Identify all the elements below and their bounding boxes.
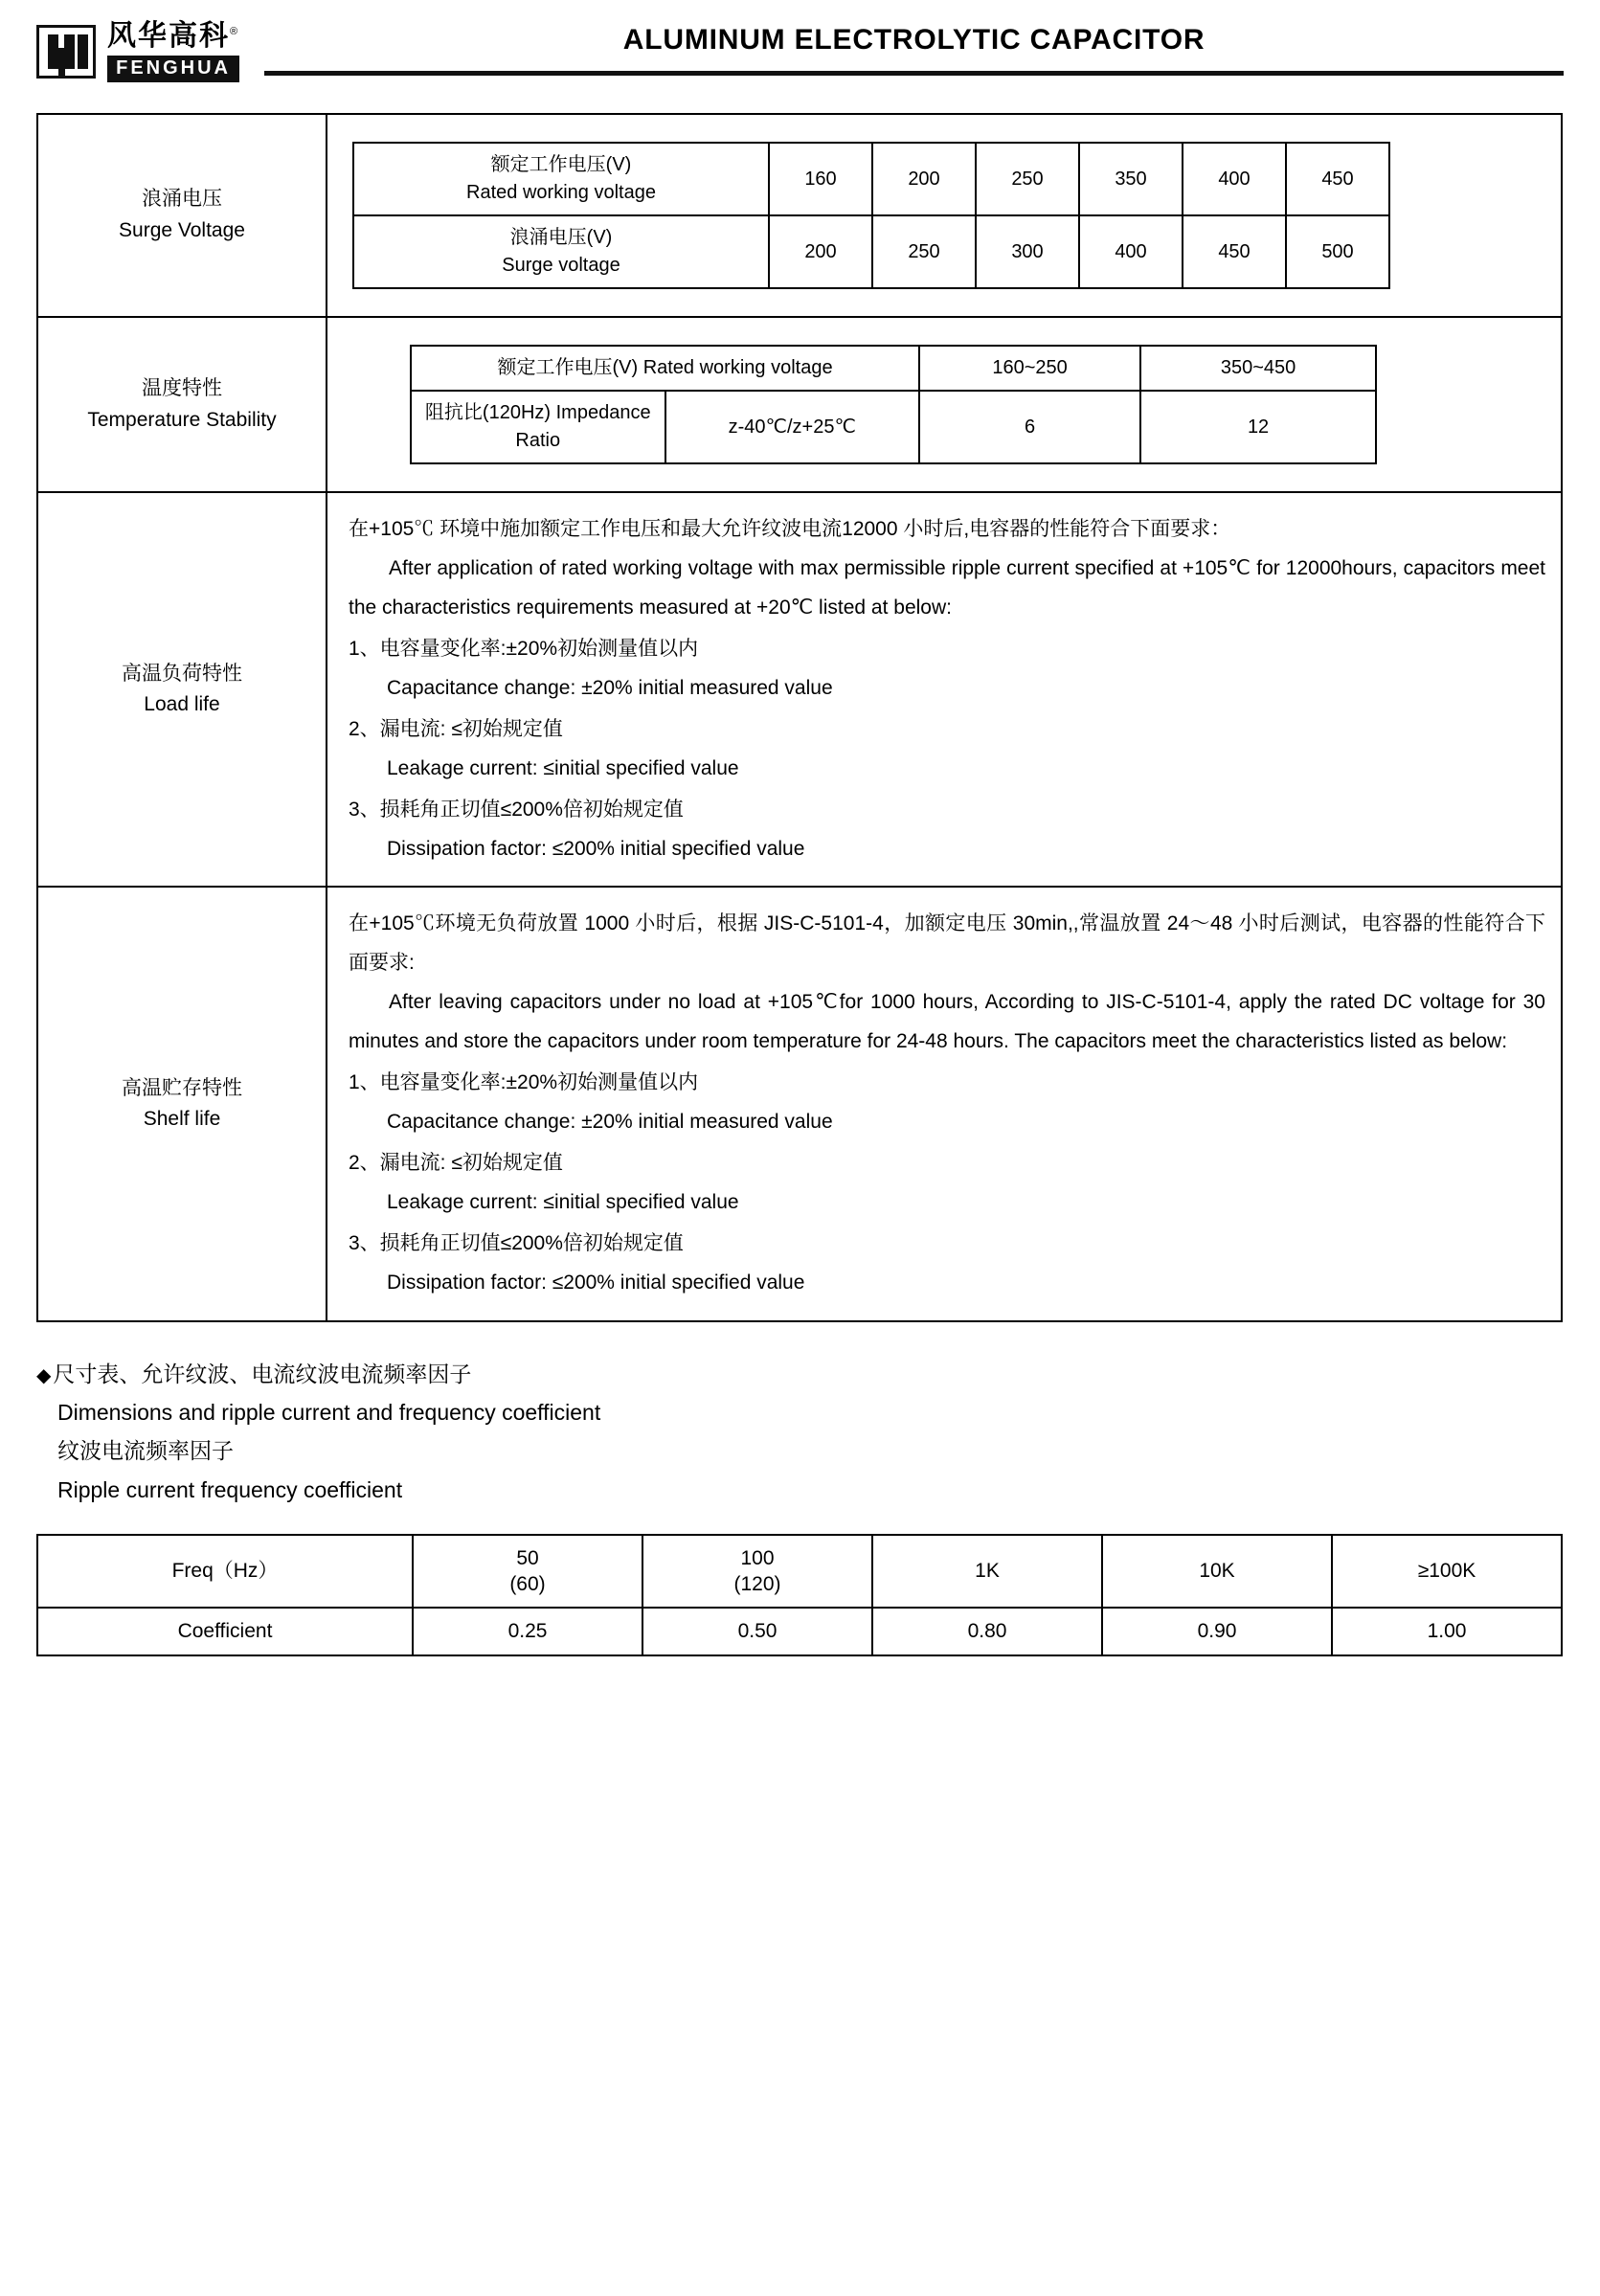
table-row xyxy=(411,391,1376,463)
fenghua-logo-icon xyxy=(36,25,96,79)
logo-english-name: FENGHUA xyxy=(107,56,239,82)
surge-rated-voltage-header-en: Rated working voltage xyxy=(466,182,656,203)
row-content-surge-voltage xyxy=(327,114,1562,317)
specification-table xyxy=(36,113,1563,1322)
surge-voltage-header xyxy=(353,215,769,288)
load-life-item-1-cn: 1、电容量变化率:±20%初始测量值以内 xyxy=(349,637,699,660)
impedance-ratio-header xyxy=(411,391,665,463)
shelf-life-item-3-cn: 3、损耗角正切值≤200%倍初始规定值 xyxy=(349,1231,684,1254)
load-life-item-3-cn: 3、损耗角正切值≤200%倍初始规定值 xyxy=(349,798,684,821)
surge-voltage-header-en: Surge voltage xyxy=(502,255,620,276)
shelf-life-item-2-en: Leakage current: ≤initial specified value xyxy=(387,1191,739,1213)
surge-rated-value: 160 xyxy=(769,143,872,215)
impedance-ratio-condition: z-40℃/z+25℃ xyxy=(665,391,920,463)
row-label-en: Shelf life xyxy=(143,1108,221,1131)
section-heading-line-1 xyxy=(36,1355,1564,1393)
coefficient-row-label: Coefficient xyxy=(37,1608,413,1654)
frequency-value-bottom: (120) xyxy=(733,1573,781,1596)
frequency-value: 10K xyxy=(1102,1535,1332,1609)
row-label-en: Surge Voltage xyxy=(119,219,245,241)
shelf-life-line-en: After leaving capacitors under no load at +105℃for 1000 hours, According to JIS-C-5101-4, apply the rated DC voltage for 30 minutes and store the capacitors under room temperature for 24-48 hours. The capacitors meet the characteristics listed as below: xyxy=(349,991,1545,1053)
logo-text xyxy=(107,21,239,81)
row-label-load-life xyxy=(37,492,327,887)
registered-trademark-icon: ® xyxy=(230,26,240,38)
temperature-inner-table xyxy=(410,345,1377,464)
load-life-item-1-en: Capacitance change: ±20% initial measured value xyxy=(387,676,833,699)
surge-rated-value: 400 xyxy=(1183,143,1286,215)
coefficient-value: 1.00 xyxy=(1332,1608,1562,1654)
frequency-coefficient-table xyxy=(36,1534,1563,1656)
row-label-cn: 浪涌电压 xyxy=(142,188,222,211)
section-heading-line-1-text: 尺寸表、允许纹波、电流纹波电流频率因子 xyxy=(53,1361,472,1386)
surge-voltage-header-cn: 浪涌电压(V) xyxy=(509,227,613,248)
surge-rated-value: 200 xyxy=(872,143,976,215)
page-title: ALUMINUM ELECTROLYTIC CAPACITOR xyxy=(622,24,1206,56)
section-heading-line-4: Ripple current frequency coefficient xyxy=(57,1476,403,1502)
surge-voltage-value: 450 xyxy=(1183,215,1286,288)
section-heading-line-2: Dimensions and ripple current and frequency coefficient xyxy=(57,1400,601,1426)
temp-rated-voltage-header xyxy=(411,346,919,391)
row-label-cn: 高温负荷特性 xyxy=(122,662,242,685)
row-content-shelf-life xyxy=(327,887,1562,1320)
coefficient-value: 0.50 xyxy=(642,1608,872,1654)
frequency-value-top: 100 xyxy=(740,1546,775,1569)
frequency-value-top: 50 xyxy=(516,1546,539,1569)
frequency-value: ≥100K xyxy=(1332,1535,1562,1609)
row-label-temperature-stability xyxy=(37,317,327,492)
frequency-value-bottom: (60) xyxy=(509,1573,546,1596)
page-header xyxy=(36,0,1564,82)
row-label-en: Temperature Stability xyxy=(87,408,277,431)
row-label-cn: 高温贮存特性 xyxy=(122,1076,242,1099)
coefficient-value: 0.90 xyxy=(1102,1608,1332,1654)
table-row-load-life xyxy=(37,492,1562,887)
section-heading-line-3: 纹波电流频率因子 xyxy=(57,1438,234,1464)
row-content-temperature-stability xyxy=(327,317,1562,492)
surge-voltage-value: 200 xyxy=(769,215,872,288)
load-life-text xyxy=(349,510,1545,868)
header-title-wrap xyxy=(264,20,1564,83)
table-row xyxy=(353,215,1389,288)
impedance-ratio-header-en: Impedance Ratio xyxy=(515,402,651,451)
temp-voltage-range-1: 160~250 xyxy=(919,346,1140,391)
coefficient-value: 0.80 xyxy=(872,1608,1102,1654)
logo-chinese-text: 风华高科 xyxy=(107,20,230,53)
surge-voltage-value: 300 xyxy=(976,215,1079,288)
impedance-ratio-header-cn: 阻抗比(120Hz) xyxy=(424,402,552,423)
table-row xyxy=(353,143,1389,215)
table-row xyxy=(411,346,1376,391)
load-life-item-3-en: Dissipation factor: ≤200% initial specified value xyxy=(387,837,805,860)
coefficient-value: 0.25 xyxy=(413,1608,642,1654)
impedance-ratio-value-1: 6 xyxy=(919,391,1140,463)
table-row-temperature-stability xyxy=(37,317,1562,492)
temp-rated-voltage-header-en: Rated working voltage xyxy=(642,357,833,378)
frequency-value xyxy=(642,1535,872,1609)
surge-voltage-inner-table xyxy=(352,142,1390,289)
load-life-line-cn: 在+105℃ 环境中施加额定工作电压和最大允许纹波电流12000 小时后,电容器的性能符合下面要求： xyxy=(349,518,1231,540)
frequency-value: 1K xyxy=(872,1535,1102,1609)
shelf-life-item-3-en: Dissipation factor: ≤200% initial specified value xyxy=(387,1271,805,1294)
surge-voltage-value: 400 xyxy=(1079,215,1183,288)
surge-rated-voltage-header xyxy=(353,143,769,215)
load-life-item-2-en: Leakage current: ≤initial specified value xyxy=(387,756,739,779)
shelf-life-item-1-en: Capacitance change: ±20% initial measured value xyxy=(387,1111,833,1134)
diamond-bullet-icon: ◆ xyxy=(36,1364,52,1386)
section-heading xyxy=(36,1355,1564,1509)
shelf-life-line-cn: 在+105℃环境无负荷放置 1000 小时后，根据 JIS-C-5101-4，加额定电压 30min,,常温放置 24～48 小时后测试，电容器的性能符合下面要求: xyxy=(349,912,1545,975)
table-row-shelf-life xyxy=(37,887,1562,1320)
header-divider xyxy=(264,71,1564,76)
row-label-en: Load life xyxy=(144,693,220,716)
row-label-cn: 温度特性 xyxy=(142,376,222,399)
impedance-ratio-value-2: 12 xyxy=(1140,391,1376,463)
row-label-shelf-life xyxy=(37,887,327,1320)
shelf-life-item-2-cn: 2、漏电流: ≤初始规定值 xyxy=(349,1152,563,1175)
table-row-surge-voltage xyxy=(37,114,1562,317)
surge-voltage-value: 250 xyxy=(872,215,976,288)
surge-rated-value: 350 xyxy=(1079,143,1183,215)
frequency-value xyxy=(413,1535,642,1609)
logo-chinese-name xyxy=(107,21,239,52)
company-logo xyxy=(36,21,239,81)
load-life-line-en: After application of rated working voltage with max permissible ripple current specified at +105℃ for 12000hours, capacitors meet the characteristics requirements measured at +20℃ listed at below: xyxy=(349,556,1545,619)
table-row-frequency xyxy=(37,1535,1562,1609)
surge-rated-value: 250 xyxy=(976,143,1079,215)
temp-rated-voltage-header-cn: 额定工作电压(V) xyxy=(497,357,639,378)
shelf-life-item-1-cn: 1、电容量变化率:±20%初始测量值以内 xyxy=(349,1071,699,1094)
frequency-row-label: Freq（Hz） xyxy=(37,1535,413,1609)
shelf-life-text xyxy=(349,905,1545,1302)
row-content-load-life xyxy=(327,492,1562,887)
table-row-coefficient xyxy=(37,1608,1562,1654)
temp-voltage-range-2: 350~450 xyxy=(1140,346,1376,391)
surge-voltage-value: 500 xyxy=(1286,215,1389,288)
row-label-surge-voltage xyxy=(37,114,327,317)
surge-rated-value: 450 xyxy=(1286,143,1389,215)
surge-rated-voltage-header-cn: 额定工作电压(V) xyxy=(490,154,632,175)
load-life-item-2-cn: 2、漏电流: ≤初始规定值 xyxy=(349,717,563,740)
